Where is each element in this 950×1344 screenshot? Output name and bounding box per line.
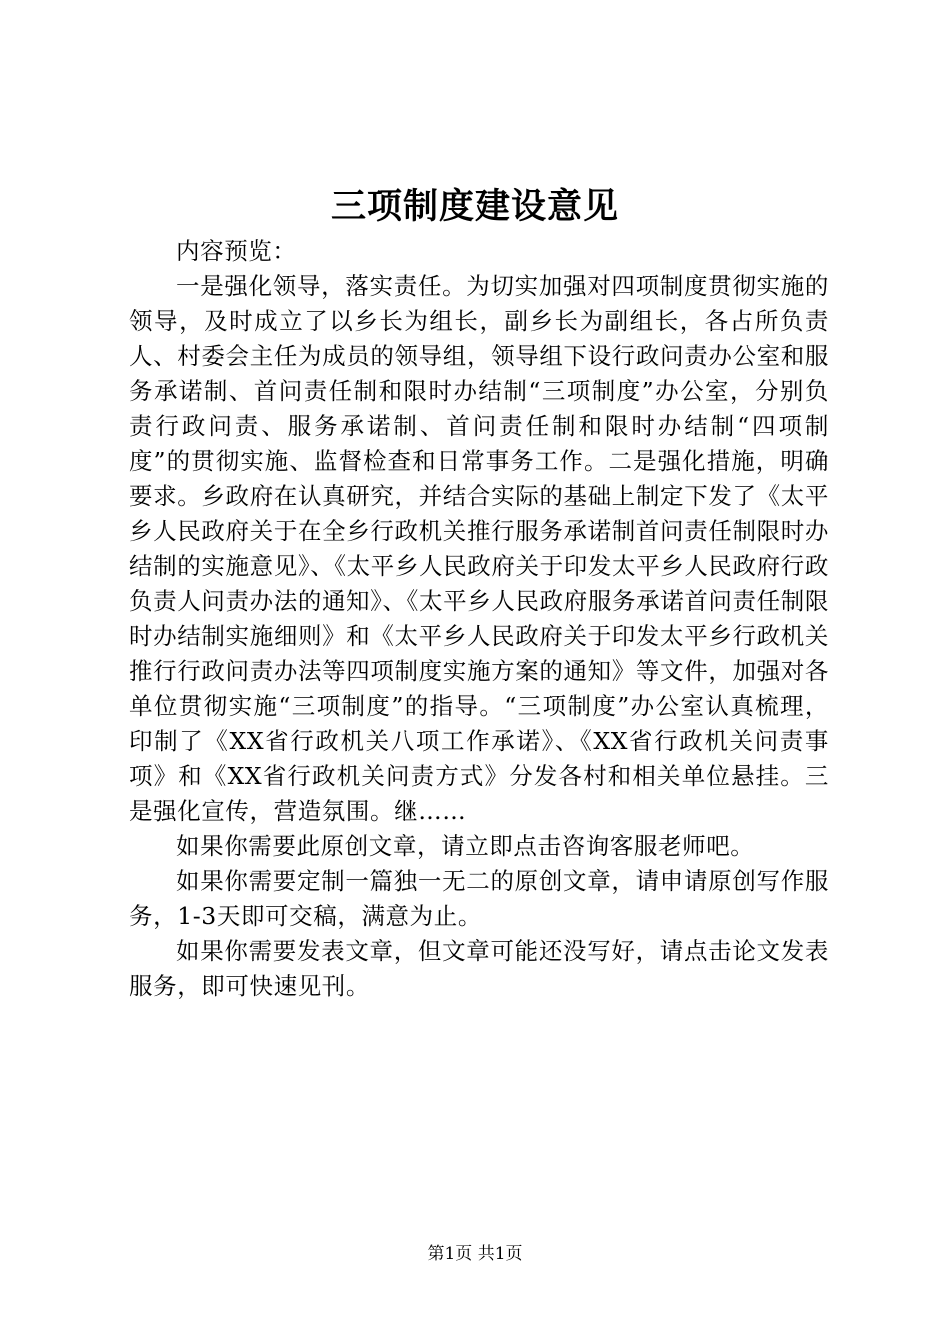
publish-paragraph: 如果你需要发表文章，但文章可能还没写好，请点击论文发表服务，即可快速见刊。 [129,937,829,1000]
document-body [129,234,829,1004]
custom-writing-paragraph: 如果你需要定制一篇独一无二的原创文章，请申请原创写作服务，1-3天即可交稿，满意为止。 [129,867,829,930]
main-paragraph: 一是强化领导，落实责任。为切实加强对四项制度贯彻实施的领导，及时成立了以乡长为组长，副乡长为副组长，各占所负责人、村委会主任为成员的领导组，领导组下设行政问责办公室和服务承诺制、首问责任制和限时办结制“三项制度”办公室，分别负责行政问责、服务承诺制、首问责任制和限时办结制“四项制度”的贯彻实施、监督检查和日常事务工作。二是强化措施，明确要求。乡政府在认真研究，并结合实际的基础上制定下发了《太平乡人民政府关于在全乡行政机关推行服务承诺制首问责任制限时办结制的实施意见》、《太平乡人民政府关于印发太平乡人民政府行政负责人问责办法的通知》、《太平乡人民政府服务承诺首问责任制限时办结制实施细则》和《太平乡人民政府关于印发太平乡行政机关推行行政问责办法等四项制度实施方案的通知》等文件，加强对各单位贯彻实施“三项制度”的指导。“三项制度”办公室认真梳理，印制了《XX省行政机关八项工作承诺》、《XX省行政机关问责事项》和《XX省行政机关问责方式》分发各村和相关单位悬挂。三是强化宣传，营造氛围。继…… [129,272,829,825]
preview-label: 内容预览： [176,237,297,265]
consult-paragraph: 如果你需要此原创文章，请立即点击咨询客服老师吧。 [176,832,755,860]
page-number-footer: 第1页 共1页 [427,1244,523,1264]
document-title: 三项制度建设意见 [330,186,619,227]
